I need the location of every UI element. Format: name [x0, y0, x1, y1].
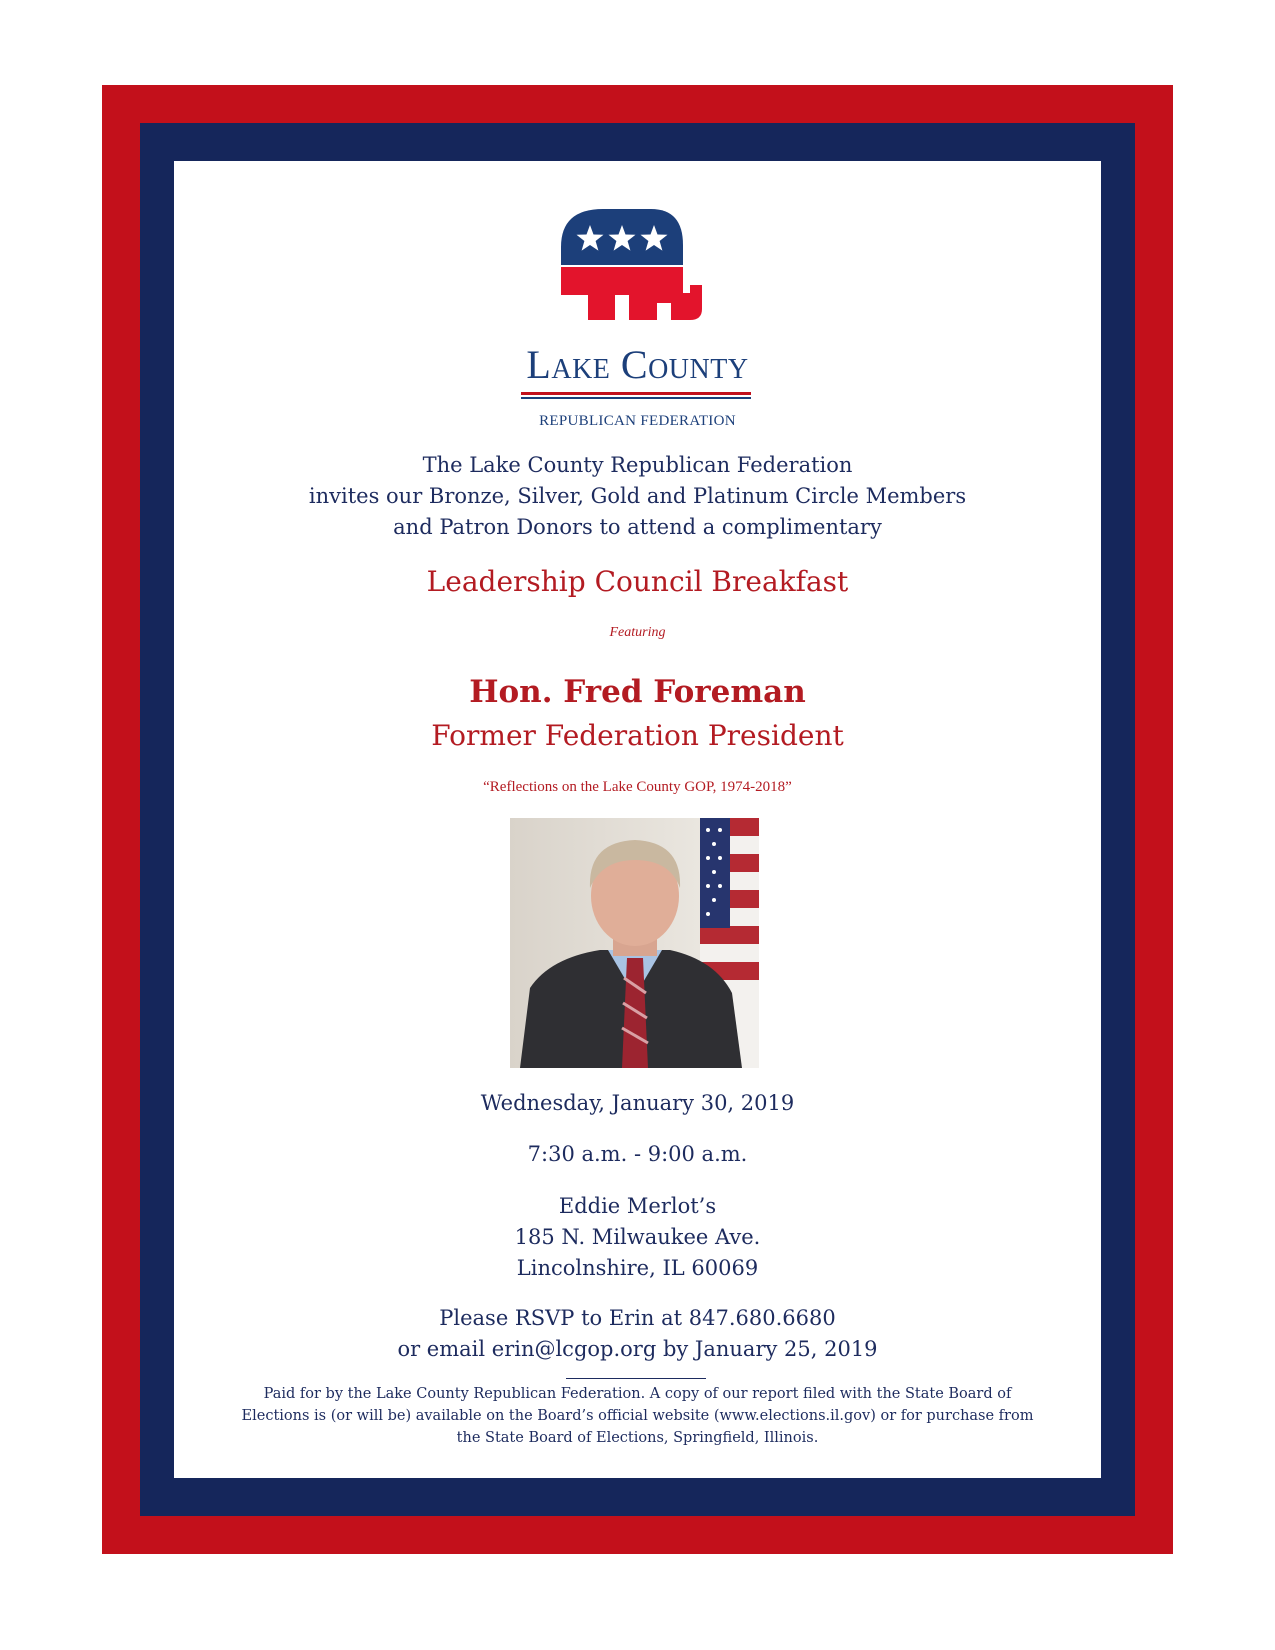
disclaimer-divider	[566, 1378, 706, 1379]
invitation-intro	[174, 450, 1101, 543]
event-date: Wednesday, January 30, 2019	[480, 1091, 795, 1115]
rsvp-info	[174, 1303, 1101, 1365]
disclaimer-line: Paid for by the Lake County Republican Federation. A copy of our report filed with the State Board of	[263, 1386, 1012, 1402]
logo-title: Lake County	[526, 342, 749, 387]
speaker-photo	[510, 818, 759, 1068]
speaker-title: Former Federation President	[431, 719, 844, 752]
rsvp-line: Please RSVP to Erin at 847.680.6680	[439, 1306, 836, 1330]
logo-rule-navy	[521, 397, 751, 399]
event-time: 7:30 a.m. - 9:00 a.m.	[527, 1142, 748, 1166]
intro-line: and Patron Donors to attend a complimentary	[393, 515, 882, 539]
republican-elephant-icon	[559, 205, 704, 329]
disclaimer-line: Elections is (or will be) available on the Board’s official website (www.elections.il.gov) or for purchase from	[241, 1408, 1034, 1424]
venue-name: Eddie Merlot’s	[558, 1194, 717, 1218]
logo-rule-red	[521, 392, 751, 395]
venue-city: Lincolnshire, IL 60069	[516, 1256, 759, 1280]
featuring-label: Featuring	[609, 625, 666, 640]
event-location	[174, 1191, 1101, 1284]
intro-line: invites our Bronze, Silver, Gold and Platinum Circle Members	[308, 484, 967, 508]
talk-title: “Reflections on the Lake County GOP, 1974-2018”	[483, 779, 792, 795]
speaker-name: Hon. Fred Foreman	[469, 674, 806, 710]
disclaimer-line: the State Board of Elections, Springfield, Illinois.	[456, 1430, 819, 1446]
logo-subtitle: REPUBLICAN FEDERATION	[539, 413, 736, 429]
event-name: Leadership Council Breakfast	[426, 565, 849, 598]
rsvp-line: or email erin@lcgop.org by January 25, 2019	[397, 1337, 878, 1361]
intro-line: The Lake County Republican Federation	[422, 453, 853, 477]
venue-street: 185 N. Milwaukee Ave.	[514, 1225, 761, 1249]
invitation-panel	[174, 161, 1101, 1478]
paid-for-disclaimer	[174, 1383, 1101, 1449]
